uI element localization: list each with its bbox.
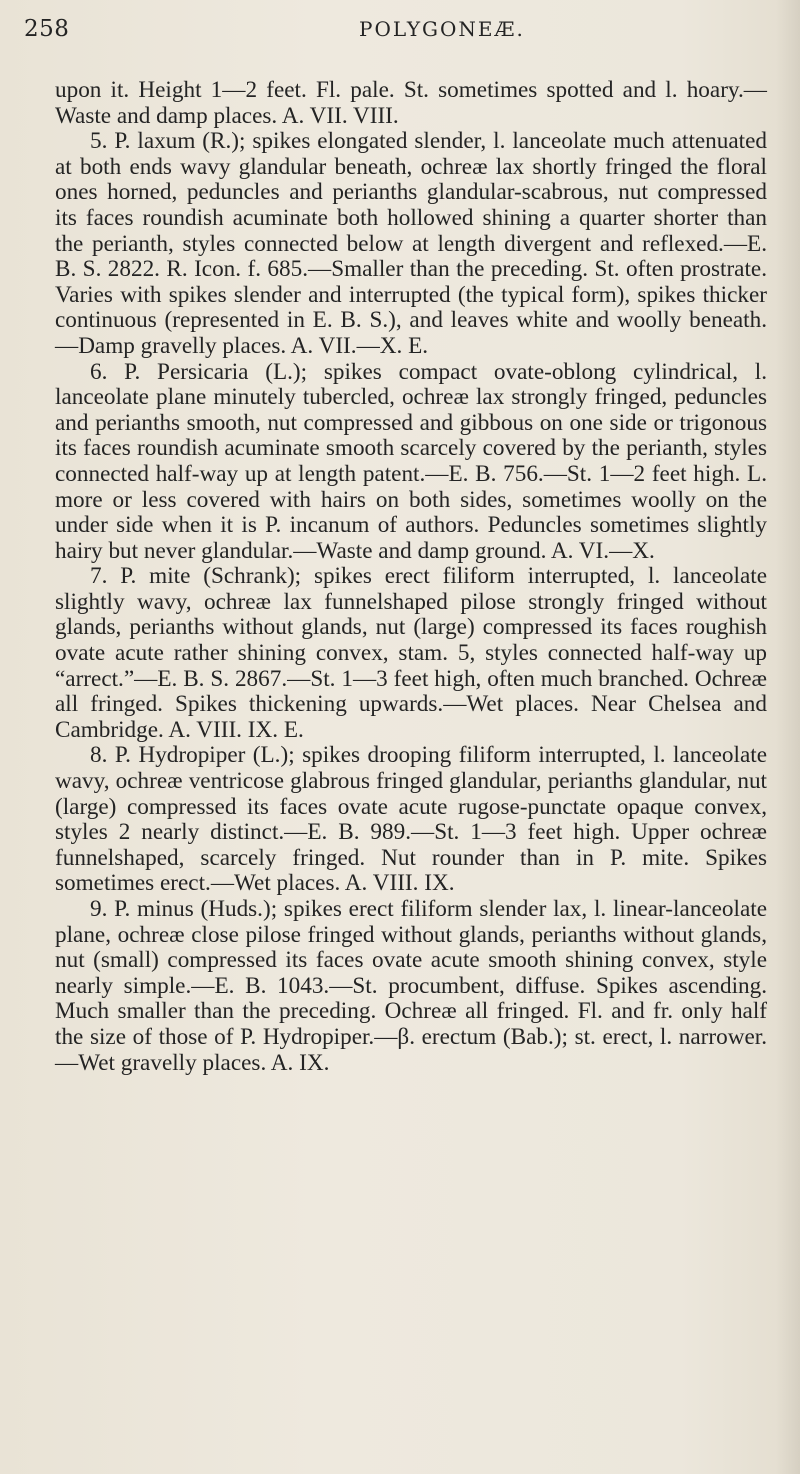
species-entry-minus: 9. P. minus (Huds.); spikes erect filiform slender lax, l. linear-lanceolate plane, ochreæ close pilose fringed without glands, perianths without glands, nut (small) compressed its faces ovate acute smooth shining convex, style nearly simple.—E. B. 1043.—St. procumbent, diffuse. Spikes ascending. Much smaller than the preceding. Ochreæ all fringed. Fl. and fr. only half the size of those of P. Hydropiper.—β. erectum (Bab.); st. erect, l. narrower.—Wet gravelly places. A. IX. <box>55 896 767 1076</box>
page-number: 258 <box>24 16 70 42</box>
species-entry-mite: 7. P. mite (Schrank); spikes erect filiform interrupted, l. lanceolate slightly wavy, ochreæ lax funnelshaped pilose strongly fringed without glands, perianths without glands, nut (large) compressed its faces roughish ovate acute rather shining convex, stam. 5, styles connected half-way up “arrect.”—E. B. S. 2867.—St. 1—3 feet high, often much branched. Ochreæ all fringed. Spikes thickening upwards.—Wet places. Near Chelsea and Cambridge. A. VIII. IX. E. <box>55 563 767 743</box>
species-entry-laxum: 5. P. laxum (R.); spikes elongated slender, l. lanceolate much attenuated at both ends wavy glandular beneath, ochreæ lax shortly fringed the floral ones horned, peduncles and perianths glandular-scabrous, nut compressed its faces roundish acuminate both hollowed shining a quarter shorter than the perianth, styles connected below at length divergent and reflexed.—E. B. S. 2822. R. Icon. f. 685.—Smaller than the preceding. St. often prostrate. Varies with spikes slender and interrupted (the typical form), spikes thicker continuous (represented in E. B. S.), and leaves white and woolly beneath.—Damp gravelly places. A. VII.—X. E. <box>55 128 767 359</box>
species-entry-hydropiper: 8. P. Hydropiper (L.); spikes drooping filiform interrupted, l. lanceolate wavy, ochreæ ventricose glabrous fringed glandular, perianths glandular, nut (large) compressed its faces ovate acute rugose-punctate opaque convex, styles 2 nearly distinct.—E. B. 989.—St. 1—3 feet high. Upper ochreæ funnelshaped, scarcely fringed. Nut rounder than in P. mite. Spikes sometimes erect.—Wet places. A. VIII. IX. <box>55 742 767 897</box>
page-body <box>55 78 767 1076</box>
paragraph-continuation: upon it. Height 1—2 feet. Fl. pale. St. sometimes spotted and l. hoary.—Waste and damp places. A. VII. VIII. <box>55 77 767 129</box>
page-edge-shadow <box>776 0 800 1474</box>
species-entry-persicaria: 6. P. Persicaria (L.); spikes compact ovate-oblong cylindrical, l. lanceolate plane minutely tubercled, ochreæ lax strongly fringed, peduncles and perianths smooth, nut compressed and gibbous on one side or trigonous its faces roundish acuminate smooth scarcely covered by the perianth, styles connected half-way up at length patent.—E. B. 756.—St. 1—2 feet high. L. more or less covered with hairs on both sides, sometimes woolly on the under side when it is P. incanum of authors. Peduncles sometimes slightly hairy but never glandular.—Waste and damp ground. A. VI.—X. <box>55 358 767 564</box>
page-header <box>24 16 764 50</box>
running-title: POLYGONEÆ. <box>359 17 525 41</box>
